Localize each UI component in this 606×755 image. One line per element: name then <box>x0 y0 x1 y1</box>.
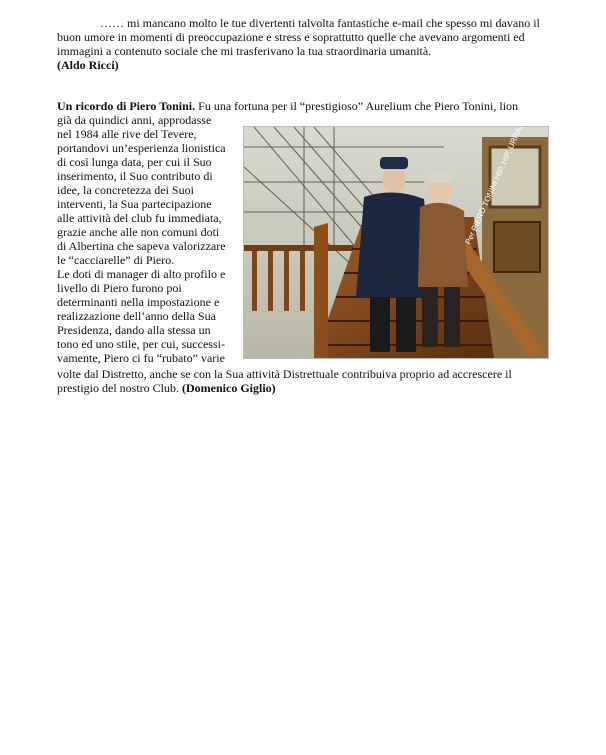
author-domenico-giglio: (Domenico Giglio) <box>182 381 276 395</box>
paragraph-line-1: …… mi mancano molto le tue divertenti talvolta fantastiche e-mail che spesso mi davano il <box>100 16 540 30</box>
body-line: grazie anche alle non comuni doti <box>57 225 220 239</box>
body-line: portandovi un’esperienza lionistica <box>57 141 226 155</box>
body-line: Le doti di manager di alto profilo e <box>57 267 226 281</box>
body-line-full <box>57 381 276 395</box>
paragraph-line-3: immagini a contenuto sociale che mi trasferivano la tua straordinaria umanità. <box>57 44 432 58</box>
body-line: alle attività del club fu immediata, <box>57 211 222 225</box>
body-line: le “cacciarelle” di Piero. <box>57 253 175 267</box>
body-line-full-text: prestigio del nostro Club. <box>57 381 179 395</box>
section-first-line-text: Fu una fortuna per il “prestigioso” Aurelium che Piero Tonini, lion <box>198 99 519 113</box>
body-line: interventi, la Sua partecipazione <box>57 197 212 211</box>
body-line: idee, la concretezza dei Suoi <box>57 183 194 197</box>
body-line: di così lunga data, per cui il Suo <box>57 155 212 169</box>
photo-piero-tonini <box>243 126 549 359</box>
section-title: Un ricordo di Piero Tonini. <box>57 99 196 113</box>
body-line: già da quindici anni, approdasse <box>57 113 212 127</box>
body-line: livello di Piero furono poi <box>57 281 182 295</box>
photo-caption: Per PIERO TONINI HIP, HIP, <box>463 148 514 246</box>
body-line: nel 1984 alle rive del Tevere, <box>57 127 197 141</box>
author-aldo-ricci: (Aldo Ricci) <box>57 58 119 72</box>
body-line: inserimento, il Suo contributo di <box>57 169 213 183</box>
body-line: di Albertina che sapeva valorizzare <box>57 239 226 253</box>
body-line: realizzazione dell’anno della Sua <box>57 309 216 323</box>
body-line: Presidenza, dando alla stessa un <box>57 323 211 337</box>
body-line: vamente, Piero ci fu “rubato” varie <box>57 351 225 365</box>
paragraph-line-2: buon umore in momenti di preoccupazione e stress e soprattutto quelle che avevano argomenti ed <box>57 30 525 44</box>
body-line-full: volte dal Distretto, anche se con la Sua attività Distrettuale contribuiva proprio ad accrescere il <box>57 367 512 381</box>
section-first-line <box>57 99 518 113</box>
body-line: determinanti nella impostazione e <box>57 295 220 309</box>
body-line: tono ed uno stile, per cui, successi- <box>57 337 225 351</box>
